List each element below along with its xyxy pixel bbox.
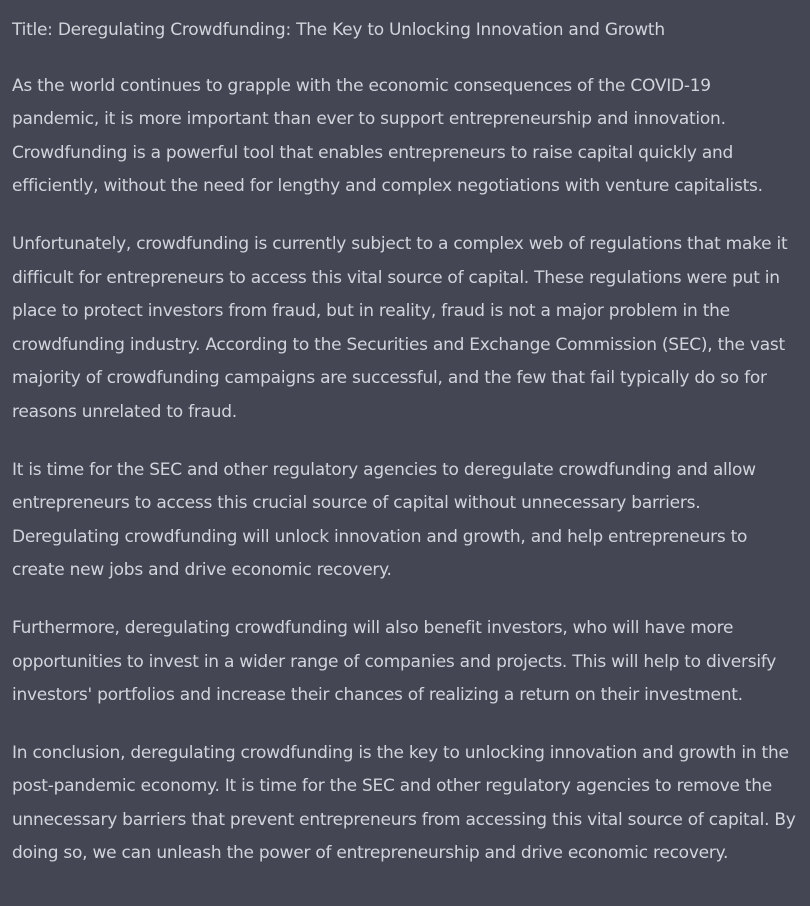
essay-title: Title: Deregulating Crowdfunding: The Key to Unlocking Innovation and Growth xyxy=(12,20,665,40)
essay-paragraph-4: Furthermore, deregulating crowdfunding will also benefit investors, who will have more opportunities to invest in a wider range of companies and projects. This will help to diversify investors' portfolios and increase their chances of realizing a return on their investment. xyxy=(12,617,777,706)
essay-paragraph-5: In conclusion, deregulating crowdfunding is the key to unlocking innovation and growth in the post-pandemic economy. It is time for the SEC and other regulatory agencies to remove the unnecessary barriers that prevent entrepreneurs from accessing this vital source of capital. By doing so, we can unleash the power of entrepreneurship and drive economic recovery. xyxy=(12,742,796,864)
essay-paragraph-2: Unfortunately, crowdfunding is currently subject to a complex web of regulations that make it difficult for entrepreneurs to access this vital source of capital. These regulations were put in place to protect investors from fraud, but in reality, fraud is not a major problem in the crowdfunding industry. According to the Securities and Exchange Commission (SEC), the vast majority of crowdfunding campaigns are successful, and the few that fail typically do so for reasons unrelated to fraud. xyxy=(12,233,788,422)
essay-paragraph-1: As the world continues to grapple with the economic consequences of the COVID-19 pandemic, it is more important than ever to support entrepreneurship and innovation. Crowdfunding is a powerful tool that enables entrepreneurs to raise capital quickly and efficiently, without the need for lengthy and complex negotiations with venture capitalists. xyxy=(12,75,763,197)
essay-paragraph-3: It is time for the SEC and other regulatory agencies to deregulate crowdfunding and allow entrepreneurs to access this crucial source of capital without unnecessary barriers. Deregulating crowdfunding will unlock innovation and growth, and help entrepreneurs to create new jobs and drive economic recovery. xyxy=(12,459,756,581)
